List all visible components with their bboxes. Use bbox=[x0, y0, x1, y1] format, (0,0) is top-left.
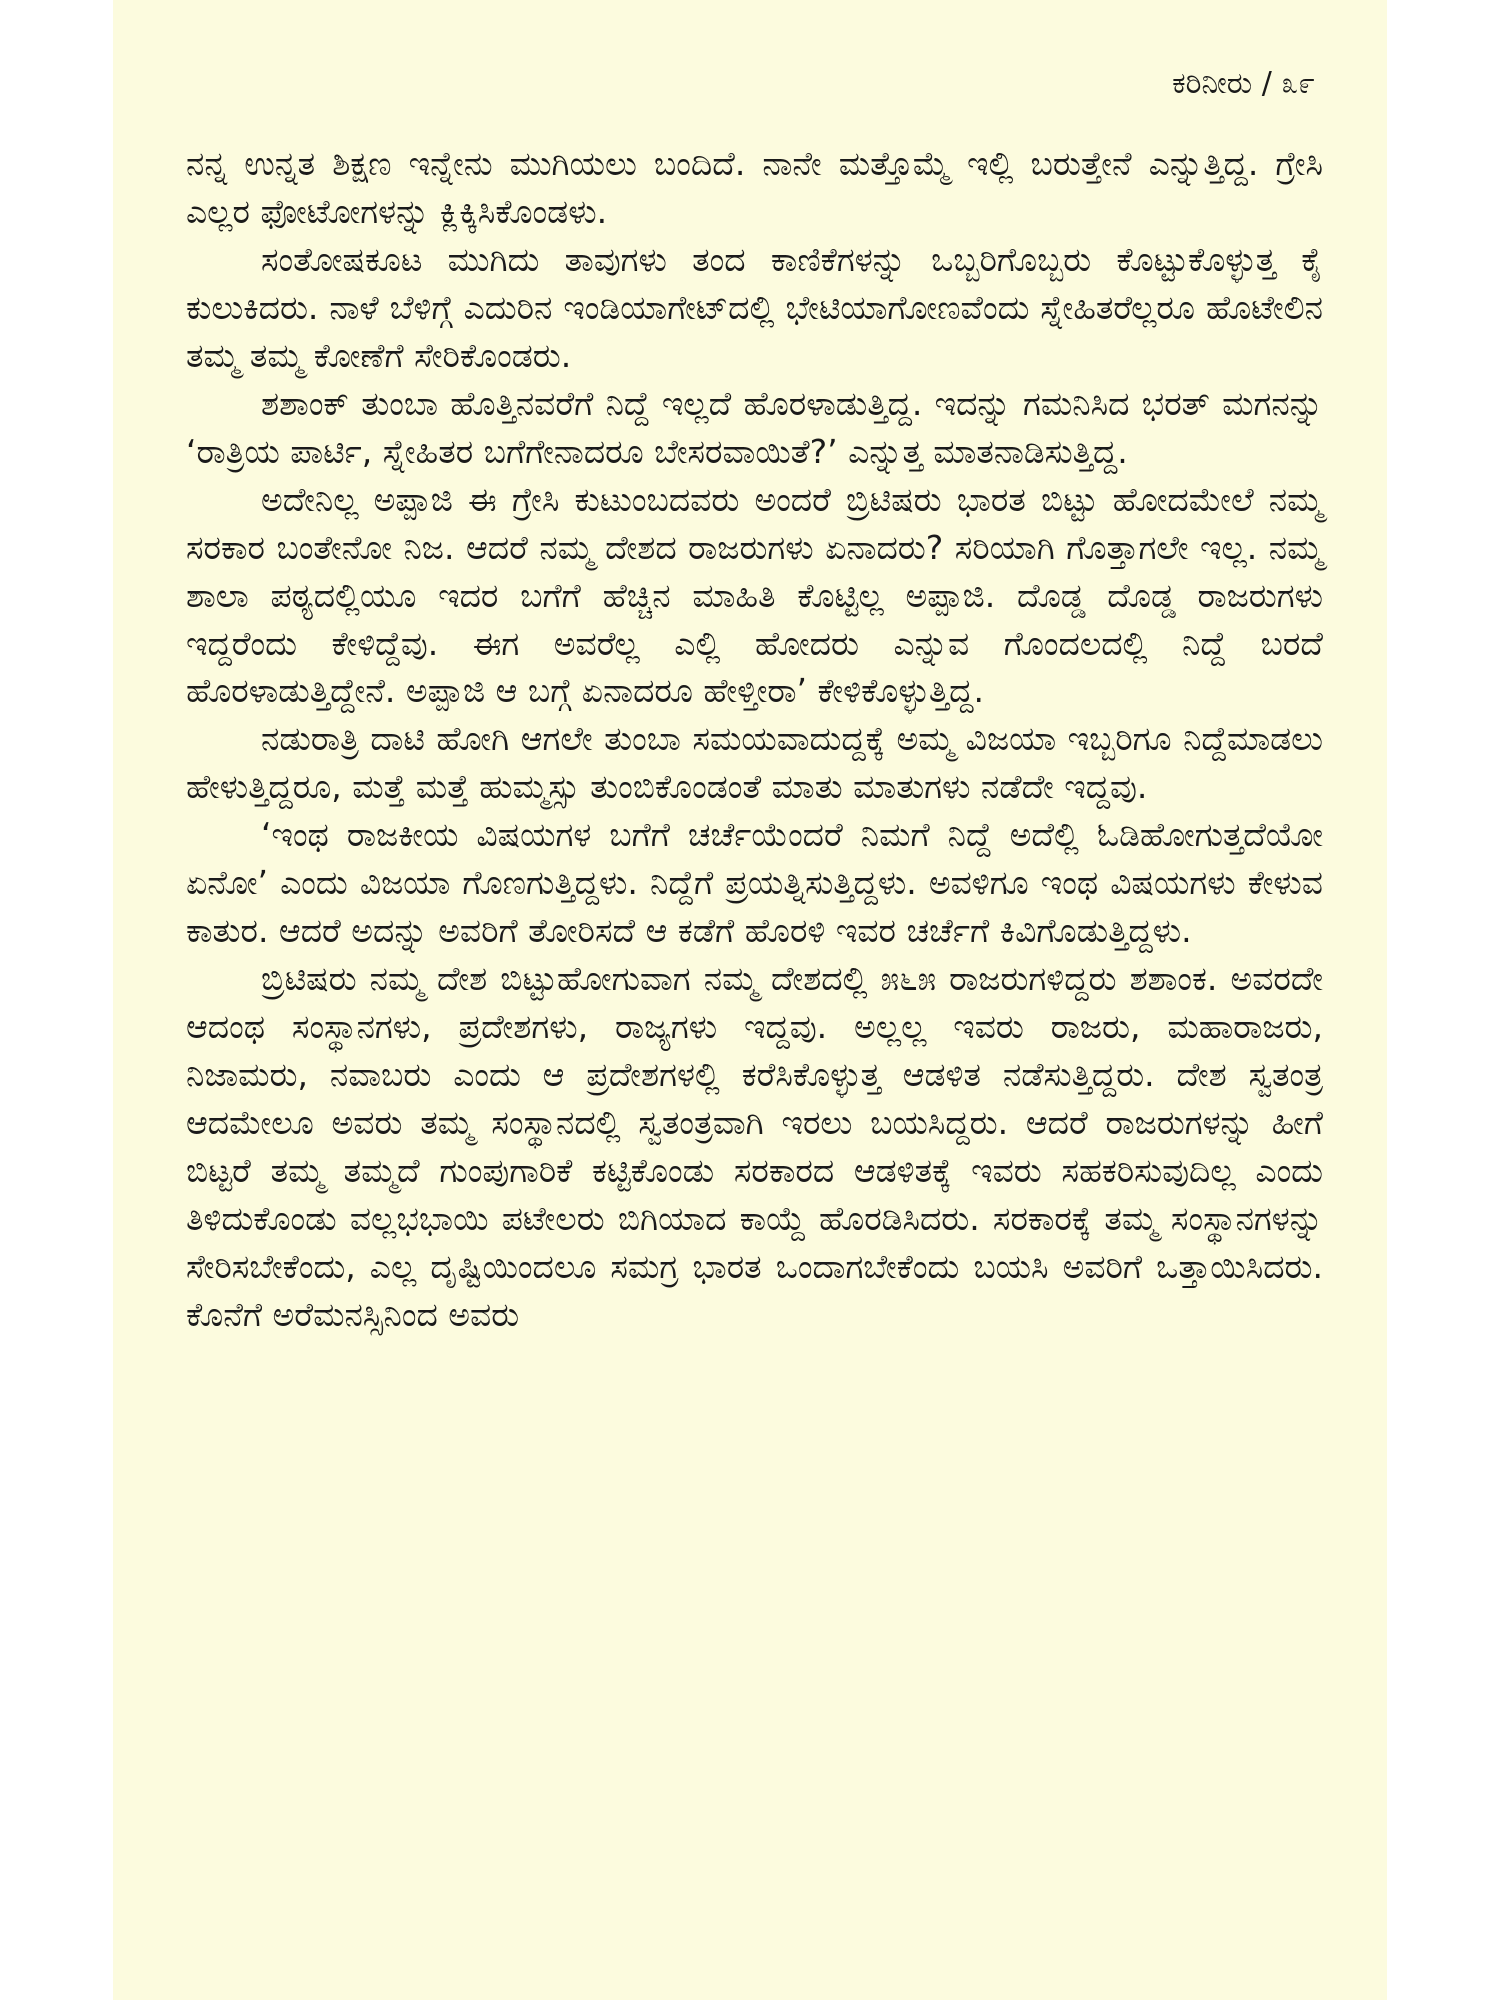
paragraph: ಬ್ರಿಟಿಷರು ನಮ್ಮ ದೇಶ ಬಿಟ್ಟುಹೋಗುವಾಗ ನಮ್ಮ ದೇಶದಲ್ಲಿ ೫೬೫ ರಾಜರುಗಳಿದ್ದರು ಶಶಾಂಕ. ಅವರದೇ ಆದಂಥ ಸಂಸ್ಥಾನಗಳು, ಪ್ರದೇಶಗಳು, ರಾಜ್ಯಗಳು ಇದ್ದವು. ಅಲ್ಲಲ್ಲ ಇವರು ರಾಜರು, ಮಹಾರಾಜರು, ನಿಜಾಮರು, ನವಾಬರು ಎಂದು ಆ ಪ್ರದೇಶಗಳಲ್ಲಿ ಕರೆಸಿಕೊಳ್ಳುತ್ತ ಆಡಳಿತ ನಡೆಸುತ್ತಿದ್ದರು. ದೇಶ ಸ್ವತಂತ್ರ ಆದಮೇಲೂ ಅವರು ತಮ್ಮ ಸಂಸ್ಥಾನದಲ್ಲಿ ಸ್ವತಂತ್ರವಾಗಿ ಇರಲು ಬಯಸಿದ್ದರು. ಆದರೆ ರಾಜರುಗಳನ್ನು ಹೀಗೆ ಬಿಟ್ಟರೆ ತಮ್ಮ ತಮ್ಮದೆ ಗುಂಪುಗಾರಿಕೆ ಕಟ್ಟಿಕೊಂಡು ಸರಕಾರದ ಆಡಳಿತಕ್ಕೆ ಇವರು ಸಹಕರಿಸುವುದಿಲ್ಲ ಎಂದು ತಿಳಿದುಕೊಂಡು ವಲ್ಲಭಭಾಯಿ ಪಟೇಲರು ಬಿಗಿಯಾದ ಕಾಯ್ದೆ ಹೊರಡಿಸಿದರು. ಸರಕಾರಕ್ಕೆ ತಮ್ಮ ಸಂಸ್ಥಾನಗಳನ್ನು ಸೇರಿಸಬೇಕೆಂದು, ಎಲ್ಲ ದೃಷ್ಟಿಯಿಂದಲೂ ಸಮಗ್ರ ಭಾರತ ಒಂದಾಗಬೇಕೆಂದು ಬಯಸಿ ಅವರಿಗೆ ಒತ್ತಾಯಿಸಿದರು. ಕೊನೆಗೆ ಅರೆಮನಸ್ಸಿನಿಂದ ಅವರು bbox=[186, 959, 1323, 1334]
header-separator: / bbox=[1261, 66, 1272, 101]
body-text bbox=[186, 140, 1323, 1339]
paragraph: ನನ್ನ ಉನ್ನತ ಶಿಕ್ಷಣ ಇನ್ನೇನು ಮುಗಿಯಲು ಬಂದಿದೆ. ನಾನೇ ಮತ್ತೊಮ್ಮೆ ಇಲ್ಲಿ ಬರುತ್ತೇನೆ ಎನ್ನುತ್ತಿದ್ದ. ಗ್ರೇಸಿ ಎಲ್ಲರ ಫೋಟೋಗಳನ್ನು ಕ್ಲಿಕ್ಕಿಸಿಕೊಂಡಳು. bbox=[186, 144, 1323, 231]
book-title: ಕರಿನೀರು bbox=[1172, 66, 1253, 101]
running-header bbox=[1172, 66, 1315, 101]
book-page bbox=[113, 0, 1387, 2000]
paragraph: ಶಶಾಂಕ್ ತುಂಬಾ ಹೊತ್ತಿನವರೆಗೆ ನಿದ್ದೆ ಇಲ್ಲದೆ ಹೊರಳಾಡುತ್ತಿದ್ದ. ಇದನ್ನು ಗಮನಿಸಿದ ಭರತ್ ಮಗನನ್ನು ‘ರಾತ್ರಿಯ ಪಾರ್ಟಿ, ಸ್ನೇಹಿತರ ಬಗೆಗೇನಾದರೂ ಬೇಸರವಾಯಿತೆ?’ ಎನ್ನುತ್ತ ಮಾತನಾಡಿಸುತ್ತಿದ್ದ. bbox=[186, 383, 1323, 471]
page-number: ೩೯ bbox=[1281, 66, 1315, 101]
paragraph: ನಡುರಾತ್ರಿ ದಾಟಿ ಹೋಗಿ ಆಗಲೇ ತುಂಬಾ ಸಮಯವಾದುದ್ದಕ್ಕೆ ಅಮ್ಮ ವಿಜಯಾ ಇಬ್ಬರಿಗೂ ನಿದ್ದೆಮಾಡಲು ಹೇಳುತ್ತಿದ್ದರೂ, ಮತ್ತೆ ಮತ್ತೆ ಹುಮ್ಮಸ್ಸು ತುಂಬಿಕೊಂಡಂತೆ ಮಾತು ಮಾತುಗಳು ನಡೆದೇ ಇದ್ದವು. bbox=[186, 719, 1323, 807]
paragraph: ಅದೇನಿಲ್ಲ ಅಪ್ಪಾಜಿ ಈ ಗ್ರೇಸಿ ಕುಟುಂಬದವರು ಅಂದರೆ ಬ್ರಿಟಿಷರು ಭಾರತ ಬಿಟ್ಟು ಹೋದಮೇಲೆ ನಮ್ಮ ಸರಕಾರ ಬಂತೇನೋ ನಿಜ. ಆದರೆ ನಮ್ಮ ದೇಶದ ರಾಜರುಗಳು ಏನಾದರು? ಸರಿಯಾಗಿ ಗೊತ್ತಾಗಲೇ ಇಲ್ಲ. ನಮ್ಮ ಶಾಲಾ ಪಠ್ಯದಲ್ಲಿಯೂ ಇದರ ಬಗೆಗೆ ಹೆಚ್ಚಿನ ಮಾಹಿತಿ ಕೊಟ್ಟಿಲ್ಲ ಅಪ್ಪಾಜಿ. ದೊಡ್ಡ ದೊಡ್ಡ ರಾಜರುಗಳು ಇದ್ದರೆಂದು ಕೇಳಿದ್ದೆವು. ಈಗ ಅವರೆಲ್ಲ ಎಲ್ಲಿ ಹೋದರು ಎನ್ನುವ ಗೊಂದಲದಲ್ಲಿ ನಿದ್ದೆ ಬರದೆ ಹೊರಳಾಡುತ್ತಿದ್ದೇನೆ. ಅಪ್ಪಾಜಿ ಆ ಬಗ್ಗೆ ಏನಾದರೂ ಹೇಳ್ತೀರಾ’ ಕೇಳಿಕೊಳ್ಳುತ್ತಿದ್ದ. bbox=[186, 479, 1323, 711]
paragraph: ಸಂತೋಷಕೂಟ ಮುಗಿದು ತಾವುಗಳು ತಂದ ಕಾಣಿಕೆಗಳನ್ನು ಒಬ್ಬರಿಗೊಬ್ಬರು ಕೊಟ್ಟುಕೊಳ್ಳುತ್ತ ಕೈ ಕುಲುಕಿದರು. ನಾಳೆ ಬೆಳಿಗ್ಗೆ ಎದುರಿನ ಇಂಡಿಯಾಗೇಟ್‌ದಲ್ಲಿ ಭೇಟಿಯಾಗೋಣವೆಂದು ಸ್ನೇಹಿತರೆಲ್ಲರೂ ಹೊಟೇಲಿನ ತಮ್ಮ ತಮ್ಮ ಕೋಣೆಗೆ ಸೇರಿಕೊಂಡರು. bbox=[186, 239, 1323, 375]
paragraph: ‘ಇಂಥ ರಾಜಕೀಯ ವಿಷಯಗಳ ಬಗೆಗೆ ಚರ್ಚೆಯೆಂದರೆ ನಿಮಗೆ ನಿದ್ದೆ ಅದೆಲ್ಲಿ ಓಡಿಹೋಗುತ್ತದೆಯೋ ಏನೋ’ ಎಂದು ವಿಜಯಾ ಗೊಣಗುತ್ತಿದ್ದಳು. ನಿದ್ದೆಗೆ ಪ್ರಯತ್ನಿಸುತ್ತಿದ್ದಳು. ಅವಳಿಗೂ ಇಂಥ ವಿಷಯಗಳು ಕೇಳುವ ಕಾತುರ. ಆದರೆ ಅದನ್ನು ಅವರಿಗೆ ತೋರಿಸದೆ ಆ ಕಡೆಗೆ ಹೊರಳಿ ಇವರ ಚರ್ಚೆಗೆ ಕಿವಿಗೊಡುತ್ತಿದ್ದಳು. bbox=[186, 815, 1323, 951]
